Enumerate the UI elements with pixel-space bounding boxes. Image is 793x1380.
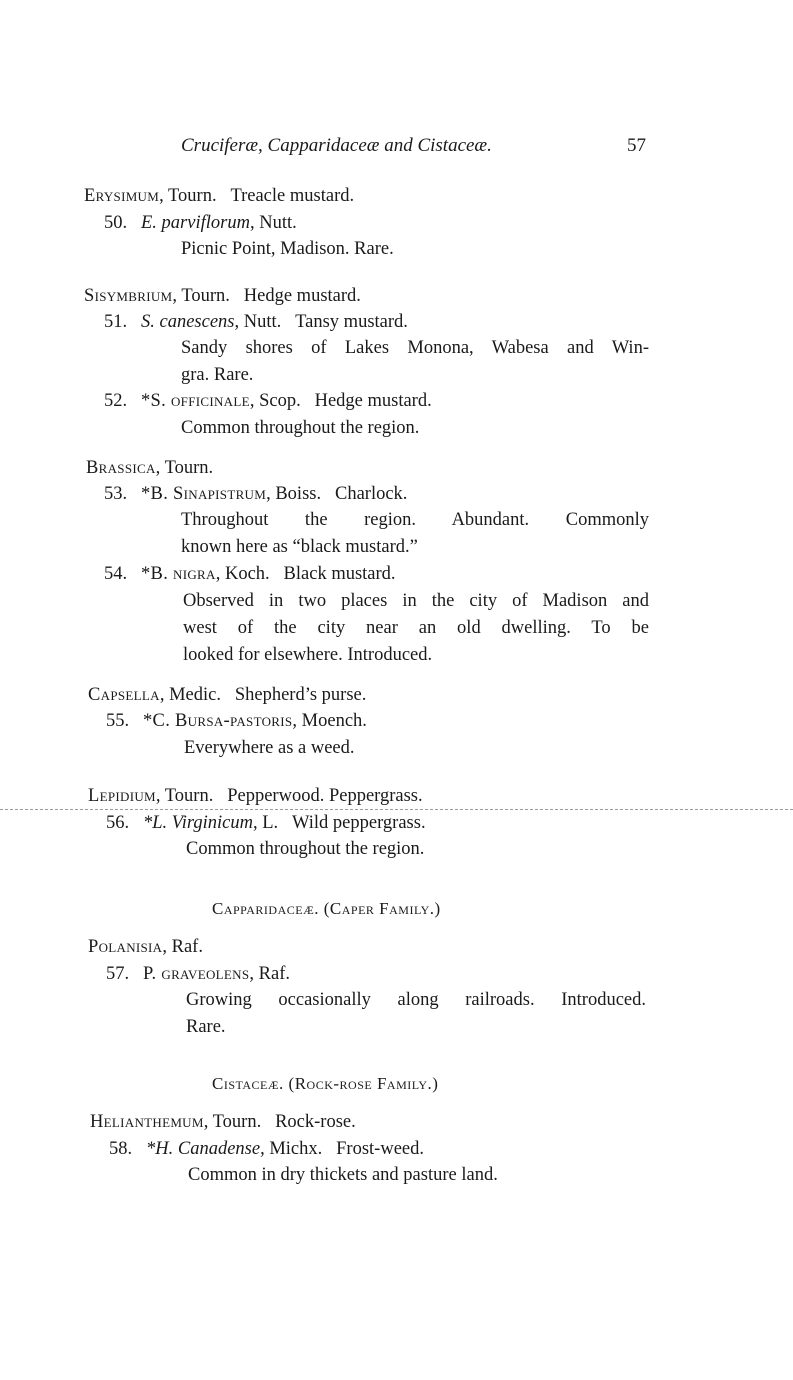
species-name: E. parviflorum (141, 213, 250, 233)
species-author: , Scop. (249, 391, 301, 411)
common-name: Shepherd’s purse. (234, 685, 367, 705)
species-56-note: Common throughout the region. (186, 839, 425, 859)
genus-name: Helianthemum (90, 1112, 204, 1132)
species-54-note-line1: Observed in two places in the city of Madison and (183, 591, 649, 611)
common-name: Hedge mustard. (314, 391, 432, 411)
species-52 (104, 390, 432, 412)
species-51-note-line1: Sandy shores of Lakes Monona, Wabesa and Win- (181, 338, 649, 358)
genus-author: , Tourn. (155, 458, 214, 478)
species-number: 54. (104, 564, 128, 584)
species-number: 57. (106, 964, 130, 984)
genus-sisymbrium (84, 285, 361, 307)
species-51-note-line2: gra. Rare. (181, 365, 254, 385)
common-name: Tansy mustard. (295, 312, 408, 332)
species-number: 53. (104, 484, 128, 504)
species-name: *B. Sinapistrum (141, 484, 267, 504)
species-author: , Raf. (249, 964, 290, 984)
common-name: Rock-rose. (275, 1112, 356, 1132)
genus-name: Sisymbrium (84, 286, 173, 306)
species-57-note-line1: Growing occasionally along railroads. Introduced. (186, 990, 646, 1010)
common-name: Pepperwood. Peppergrass. (227, 786, 423, 806)
genus-name: Brassica (86, 458, 156, 478)
species-number: 56. (106, 813, 130, 833)
species-58 (109, 1138, 424, 1160)
species-57-note-line2: Rare. (186, 1017, 226, 1037)
running-header-title: Cruciferæ, Capparidaceæ and Cistaceæ. (181, 135, 492, 156)
species-54-note-line3: looked for elsewhere. Introduced. (183, 645, 433, 665)
species-50-note: Picnic Point, Madison. Rare. (181, 239, 394, 259)
genus-author: , Raf. (162, 937, 203, 957)
genus-name: Lepidium (88, 786, 156, 806)
species-number: 58. (109, 1139, 133, 1159)
species-51 (104, 311, 408, 333)
species-number: 51. (104, 312, 128, 332)
species-name: *S. officinale (141, 391, 250, 411)
genus-erysimum (84, 185, 354, 207)
common-name: Wild peppergrass. (292, 813, 426, 833)
species-name: P. graveolens (143, 964, 250, 984)
species-56 (106, 812, 426, 834)
species-50 (104, 212, 297, 234)
genus-author: , Tourn. (172, 286, 230, 306)
genus-author: , Tourn. (203, 1112, 262, 1132)
species-53 (104, 483, 407, 505)
species-53-note-line1: Throughout the region. Abundant. Commonly (181, 510, 649, 530)
species-author: , Koch. (215, 564, 270, 584)
family-heading-cistaceae: Cistaceæ. (Rock-rose Family.) (212, 1074, 439, 1093)
species-number: 52. (104, 391, 128, 411)
species-name: *H. Canadense (146, 1139, 261, 1159)
species-55-note: Everywhere as a weed. (184, 738, 355, 758)
family-heading-capparidaceae: Capparidaceæ. (Caper Family.) (212, 899, 441, 918)
species-number: 55. (106, 711, 130, 731)
genus-polanisia (88, 936, 203, 958)
genus-brassica (86, 457, 213, 479)
genus-name: Polanisia (88, 937, 163, 957)
species-53-note-line2: known here as “black mustard.” (181, 537, 418, 557)
species-52-note: Common throughout the region. (181, 418, 420, 438)
species-author: , Boiss. (266, 484, 322, 504)
common-name: Frost-weed. (336, 1139, 424, 1159)
common-name: Hedge mustard. (243, 286, 361, 306)
species-author: , L. (252, 813, 279, 833)
species-57 (106, 963, 290, 985)
species-name: *L. Virginicum (143, 813, 253, 833)
species-name: *B. nigra (141, 564, 216, 584)
common-name: Charlock. (334, 484, 408, 504)
species-58-note: Common in dry thickets and pasture land. (188, 1165, 498, 1185)
species-54-note-line2: west of the city near an old dwelling. To be (183, 618, 649, 638)
species-name: *C. Bursa-pastoris (143, 711, 293, 731)
genus-author: , Medic. (159, 685, 221, 705)
common-name: Black mustard. (283, 564, 396, 584)
species-author: , Michx. (260, 1139, 323, 1159)
species-55 (106, 710, 367, 732)
species-54 (104, 563, 396, 585)
genus-name: Capsella (88, 685, 160, 705)
species-author: , Nutt. (249, 213, 297, 233)
species-name: S. canescens (141, 312, 235, 332)
genus-author: , Tourn. (159, 186, 217, 206)
genus-capsella (88, 684, 366, 706)
common-name: Treacle mustard. (230, 186, 355, 206)
genus-helianthemum (90, 1111, 356, 1133)
species-number: 50. (104, 213, 128, 233)
genus-author: , Tourn. (155, 786, 214, 806)
page-number: 57 (627, 135, 646, 156)
page-fold-line (0, 809, 793, 810)
species-author: , Moench. (292, 711, 367, 731)
species-author: , Nutt. (234, 312, 282, 332)
genus-lepidium (88, 785, 423, 807)
genus-name: Erysimum (84, 186, 160, 206)
